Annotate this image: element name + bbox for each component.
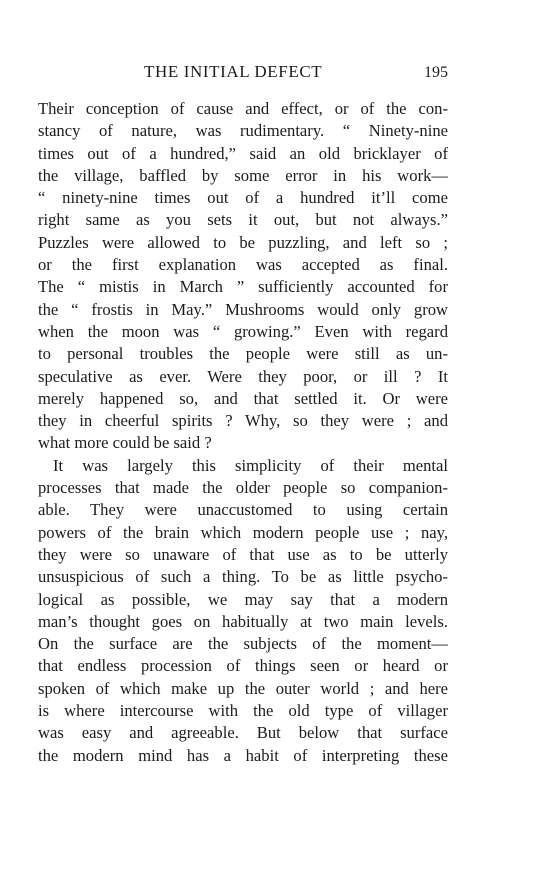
text-line: Puzzles were allowed to be puzzling, and left so ;: [38, 232, 448, 252]
page-header: [36, 62, 448, 86]
text-line: is where intercourse with the old type of villager: [38, 701, 448, 721]
text-line: processes that made the older people so companion-: [38, 478, 448, 498]
text-line: that endless procession of things seen or heard or: [38, 656, 448, 676]
text-line: able. They were unaccustomed to using certain: [38, 500, 448, 520]
text-line: merely happened so, and that settled it. Or were: [38, 388, 448, 408]
text-line: the village, baffled by some error in his work—: [38, 165, 448, 185]
text-line: what more could be said ?: [38, 433, 212, 453]
page-number: 195: [424, 64, 448, 81]
text-line: Their conception of cause and effect, or of the con-: [38, 99, 448, 118]
text-line: speculative as ever. Were they poor, or ill ? It: [38, 366, 448, 386]
text-line: they in cheerful spirits ? Why, so they were ; and: [38, 411, 448, 431]
text-line: the modern mind has a habit of interpreting these: [38, 745, 448, 765]
text-line: logical as possible, we may say that a modern: [38, 589, 448, 609]
text-line: It was largely this simplicity of their mental: [53, 455, 448, 475]
text-line: unsuspicious of such a thing. To be as little psycho-: [38, 567, 448, 587]
text-line: was easy and agreeable. But below that surface: [38, 723, 448, 743]
text-line: the “ frostis in May.” Mushrooms would only grow: [38, 299, 448, 319]
text-line: On the surface are the subjects of the moment—: [38, 634, 448, 654]
text-line: to personal troubles the people were still as un-: [38, 344, 448, 364]
text-line: spoken of which make up the outer world ; and here: [38, 678, 448, 698]
text-line: or the first explanation was accepted as final.: [38, 255, 448, 275]
body-text: [38, 98, 448, 767]
text-line: times out of a hundred,” said an old bricklayer of: [38, 143, 448, 163]
text-line: they were so unaware of that use as to be utterly: [38, 544, 448, 564]
text-line: powers of the brain which modern people use ; nay,: [38, 522, 448, 542]
text-line: “ ninety-nine times out of a hundred it’ll come: [38, 188, 448, 208]
text-line: man’s thought goes on habitually at two main levels.: [38, 611, 448, 631]
running-title: THE INITIAL DEFECT: [144, 62, 323, 81]
text-line: stancy of nature, was rudimentary. “ Ninety-nine: [38, 121, 448, 141]
text-line: when the moon was “ growing.” Even with regard: [38, 321, 448, 341]
text-line: The “ mistis in March ” sufficiently accounted for: [38, 277, 448, 297]
text-line: right same as you sets it out, but not always.”: [38, 210, 448, 230]
